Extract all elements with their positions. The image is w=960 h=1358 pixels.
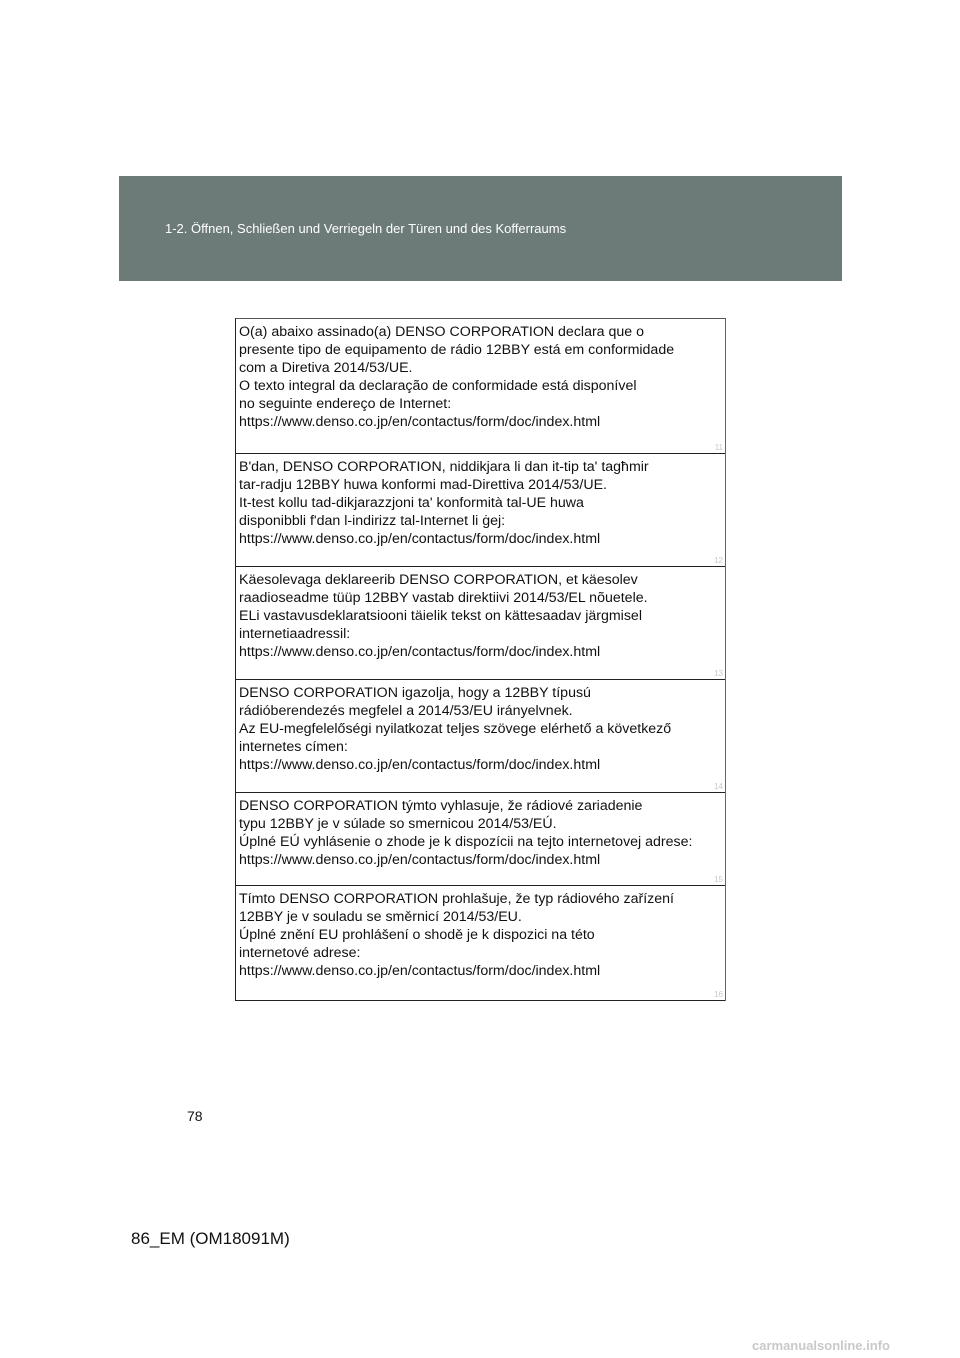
watermark-text: carmanualsonline.info [752,1338,890,1353]
declaration-line: O texto integral da declaração de conformidade está disponível [239,378,637,394]
declaration-line[interactable]: https://www.denso.co.jp/en/contactus/form/doc/index.html [239,757,601,773]
chapter-header-band [119,176,842,281]
declaration-row [236,454,725,567]
declaration-line: tar-radju 12BBY huwa konformi mad-Direttiva 2014/53/UE. [239,477,608,493]
declaration-line: no seguinte endereço de Internet: [239,396,452,412]
declaration-line: DENSO CORPORATION igazolja, hogy a 12BBY típusú [239,685,591,701]
declaration-row [236,567,725,680]
declaration-line: O(a) abaixo assinado(a) DENSO CORPORATION declara que o [239,324,645,340]
declaration-line: Tímto DENSO CORPORATION prohlašuje, že typ rádiového zařízení [239,891,674,907]
declaration-line: disponibbli f'dan l-indirizz tal-Internet li ġej: [239,513,506,529]
declaration-line[interactable]: https://www.denso.co.jp/en/contactus/form/doc/index.html [239,414,601,430]
declaration-line: DENSO CORPORATION týmto vyhlasuje, že rádiové zariadenie [239,798,643,814]
declaration-number: 12 [714,556,723,565]
declaration-line: internetiaadressil: [239,626,351,642]
declaration-line: rádióberendezés megfelel a 2014/53/EU irányelvnek. [239,703,573,719]
declaration-number: 14 [714,782,723,791]
declaration-line: com a Diretiva 2014/53/UE. [239,360,413,376]
chapter-title: 1-2. Öffnen, Schließen und Verriegeln der Türen und des Kofferraums [165,221,567,236]
declaration-row [236,793,725,886]
declaration-line[interactable]: https://www.denso.co.jp/en/contactus/form/doc/index.html [239,852,601,868]
declaration-line[interactable]: https://www.denso.co.jp/en/contactus/form/doc/index.html [239,531,601,547]
declaration-line: ELi vastavusdeklaratsiooni täielik tekst on kättesaadav järgmisel [239,608,642,624]
declaration-line: internetové adrese: [239,945,361,961]
declaration-line[interactable]: https://www.denso.co.jp/en/contactus/form/doc/index.html [239,963,601,979]
declaration-number: 13 [714,669,723,678]
declaration-line: Az EU-megfelelőségi nyilatkozat teljes szövege elérhető a következő [239,721,672,737]
declaration-line: typu 12BBY je v súlade so smernicou 2014/53/EÚ. [239,816,557,832]
footer-model-code: 86_EM (OM18091M) [131,1229,290,1248]
declaration-line: Úplné EÚ vyhlásenie o zhode je k dispozícii na tejto internetovej adrese: [239,834,693,850]
declaration-row [236,680,725,793]
declaration-line: Úplné znění EU prohlášení o shodě je k dispozici na této [239,927,595,943]
declaration-line: raadioseadme tüüp 12BBY vastab direktiivi 2014/53/EL nõuetele. [239,590,648,606]
declaration-row [236,319,725,454]
declaration-row [236,886,725,1001]
page-number: 78 [187,1108,203,1124]
declaration-line: B'dan, DENSO CORPORATION, niddikjara li dan it-tip ta' tagħmir [239,459,649,475]
declaration-line: internetes címen: [239,739,348,755]
declaration-number: 15 [714,875,723,884]
declaration-line[interactable]: https://www.denso.co.jp/en/contactus/form/doc/index.html [239,644,601,660]
declaration-line: 12BBY je v souladu se směrnicí 2014/53/EU. [239,909,522,925]
declaration-line: presente tipo de equipamento de rádio 12BBY está em conformidade [239,342,675,358]
declaration-line: Käesolevaga deklareerib DENSO CORPORATION, et käesolev [239,572,638,588]
declaration-number: 11 [714,443,723,452]
declaration-line: It-test kollu tad-dikjarazzjoni ta' konformità tal-UE huwa [239,495,584,511]
declaration-number: 16 [714,990,723,999]
declarations-table [235,318,726,1001]
